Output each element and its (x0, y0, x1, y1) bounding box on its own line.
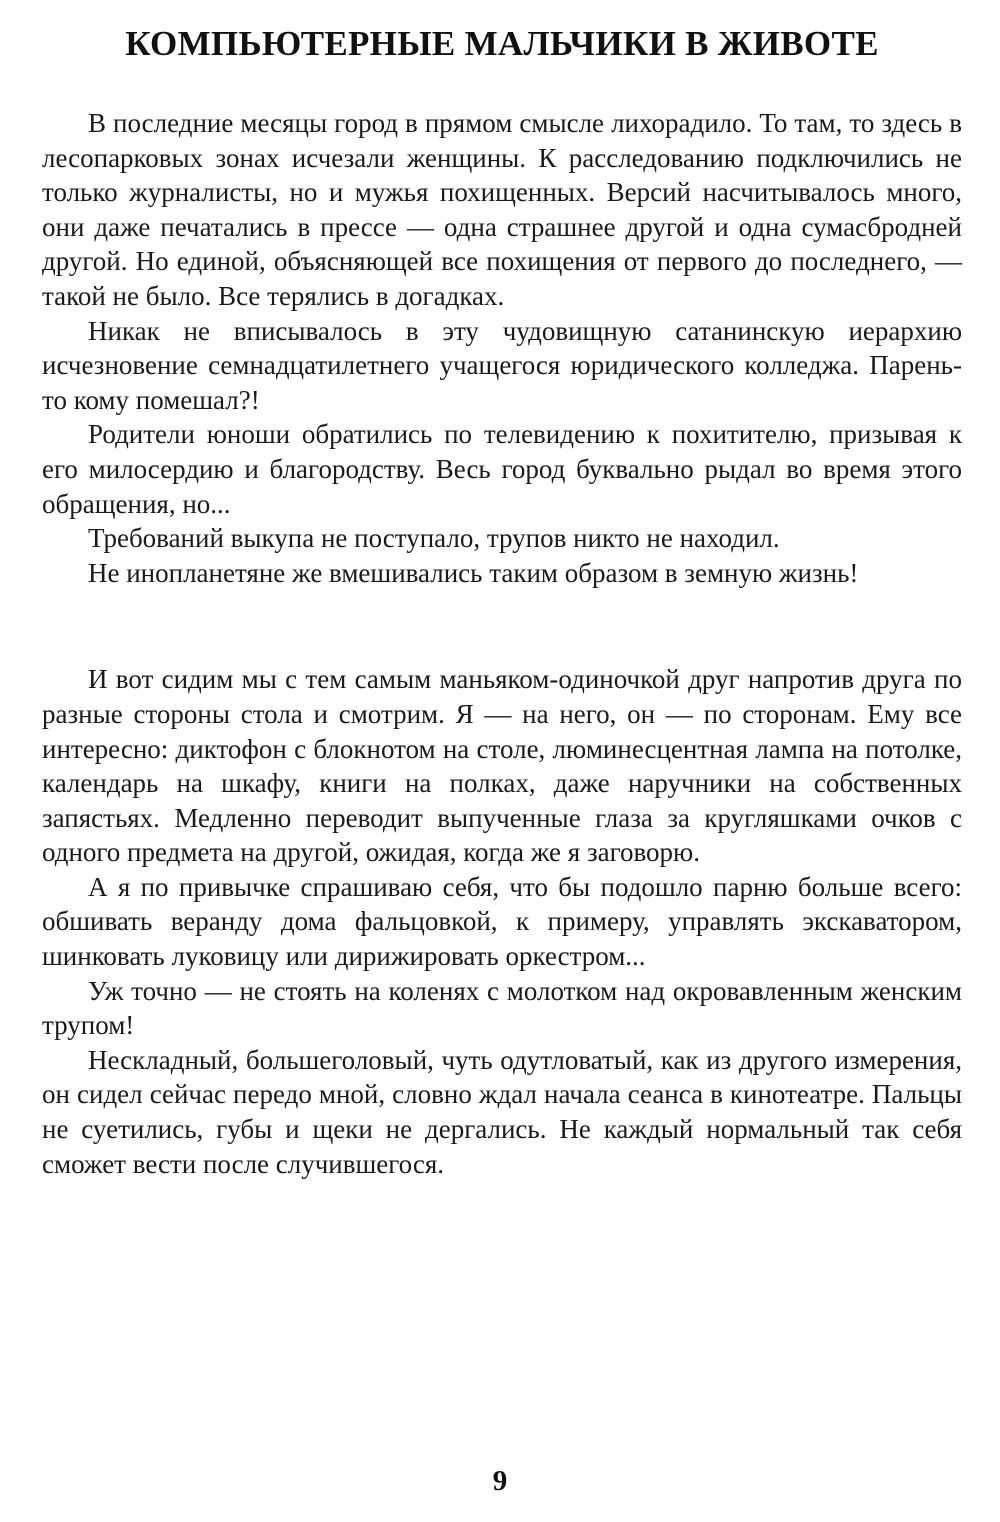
paragraph: Уж точно — не стоять на коленях с молотком над окровавленным женским трупом! (42, 975, 962, 1041)
book-page (42, 20, 962, 1181)
page-number: 9 (492, 1465, 508, 1497)
paragraph: В последние месяцы город в прямом смысле лихорадило. То там, то здесь в лесопарковых зонах исчезали женщины. К расследованию подключились не только журналисты, но и мужья похищенных. Версий насчитывалось много, они даже печатались в прессе — одна страшнее другой и одна сумасбродней другой. Но единой, объясняющей все похищения от первого до последнего, — такой не было. Все терялись в догадках. (42, 108, 962, 311)
paragraph: Никак не вписывалось в эту чудовищную сатанинскую иерархию исчезновение семнадцатилетнего учащегося юридического колледжа. Парень-то кому помешал?! (42, 315, 962, 415)
paragraph: А я по привычке спрашиваю себя, что бы подошло парню больше всего: обшивать веранду дома фальцовкой, к примеру, управлять экскаватором, шинковать луковицу или дирижировать оркестром... (42, 871, 962, 972)
chapter-title: КОМПЬЮТЕРНЫЕ МАЛЬЧИКИ В ЖИВОТЕ (125, 24, 879, 63)
paragraph: Требований выкупа не поступало, трупов никто не находил. (88, 523, 780, 554)
paragraph: Родители юноши обратились по телевидению к похитителю, призывая к его милосердию и благородству. Весь город буквально рыдал во время этого обращения, но... (42, 419, 962, 519)
paragraph: И вот сидим мы с тем самым маньяком-одиночкой друг напротив друга по разные стороны стола и смотрим. Я — на него, он — по сторонам. Ему все интересно: диктофон с блокнотом на столе, люминесцентная лампа на потолке, календарь на шкафу, книги на полках, даже наручники на собственных запястьях. Медленно переводит выпученные глаза за кругляшками очков с одного предмета на другой, ожидая, когда же я заговорю. (42, 664, 962, 868)
section-break (42, 590, 962, 662)
paragraph: Не инопланетяне же вмешивались таким образом в земную жизнь! (88, 557, 859, 588)
paragraph: Нескладный, большеголовый, чуть одутловатый, как из другого измерения, он сидел сейчас передо мной, словно ждал начала сеанса в кинотеатре. Пальцы не суетились, губы и щеки не дергались. Не каждый нормальный так себя сможет вести после случившегося. (42, 1044, 962, 1179)
chapter-body (42, 106, 962, 1181)
